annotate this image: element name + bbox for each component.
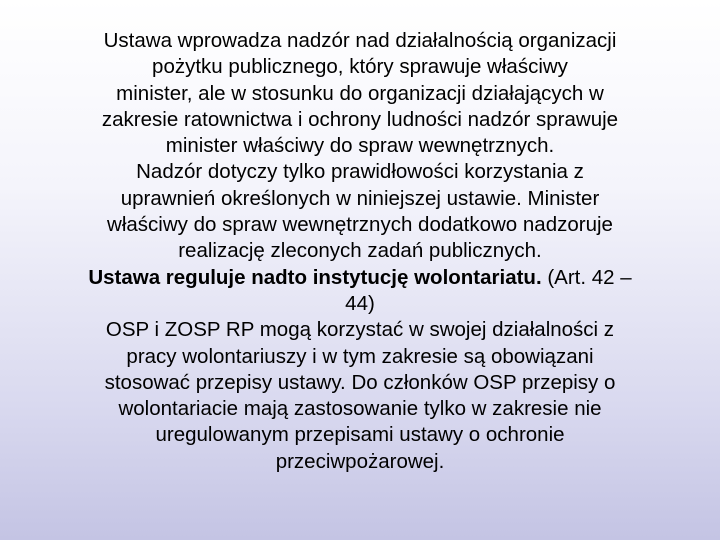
text-line: wolontariacie mają zastosowanie tylko w zakresie nie (118, 397, 602, 421)
paragraph-supervision (30, 28, 690, 159)
paragraph-supervision-scope (30, 159, 690, 264)
text-line: stosować przepisy ustawy. Do członków OSP przepisy o (104, 370, 616, 394)
volunteering-heading: Ustawa reguluje nadto instytucję wolontariatu. (88, 265, 542, 289)
article-reference-end: 44) (345, 291, 375, 315)
text-line: minister właściwy do spraw wewnętrznych. (165, 134, 555, 158)
article-reference: (Art. 42 – (541, 265, 632, 289)
text-line: właściwy do spraw wewnętrznych dodatkowo nadzoruje (107, 213, 613, 237)
text-line: pracy wolontariuszy i w tym zakresie są obowiązani (126, 344, 594, 368)
text-line: zakresie ratownictwa i ochrony ludności nadzór sprawuje (101, 107, 619, 131)
text-line: OSP i ZOSP RP mogą korzystać w swojej działalności z (105, 318, 615, 342)
text-line: Ustawa wprowadza nadzór nad działalnością organizacji (103, 29, 617, 52)
text-line: pożytku publicznego, który sprawuje właściwy (152, 55, 568, 79)
text-line: minister, ale w stosunku do organizacji działających w (116, 81, 604, 105)
slide-text-body (30, 28, 690, 475)
paragraph-volunteering (30, 265, 690, 318)
text-line: realizację zleconych zadań publicznych. (178, 239, 542, 263)
text-line: uregulowanym przepisami ustawy o ochronie (155, 423, 565, 447)
text-line: przeciwpożarowej. (275, 449, 445, 473)
text-line: uprawnień określonych w niniejszej ustawie. Minister (120, 186, 600, 210)
text-line: Nadzór dotyczy tylko prawidłowości korzystania z (136, 160, 584, 184)
paragraph-osp-volunteers (30, 317, 690, 475)
